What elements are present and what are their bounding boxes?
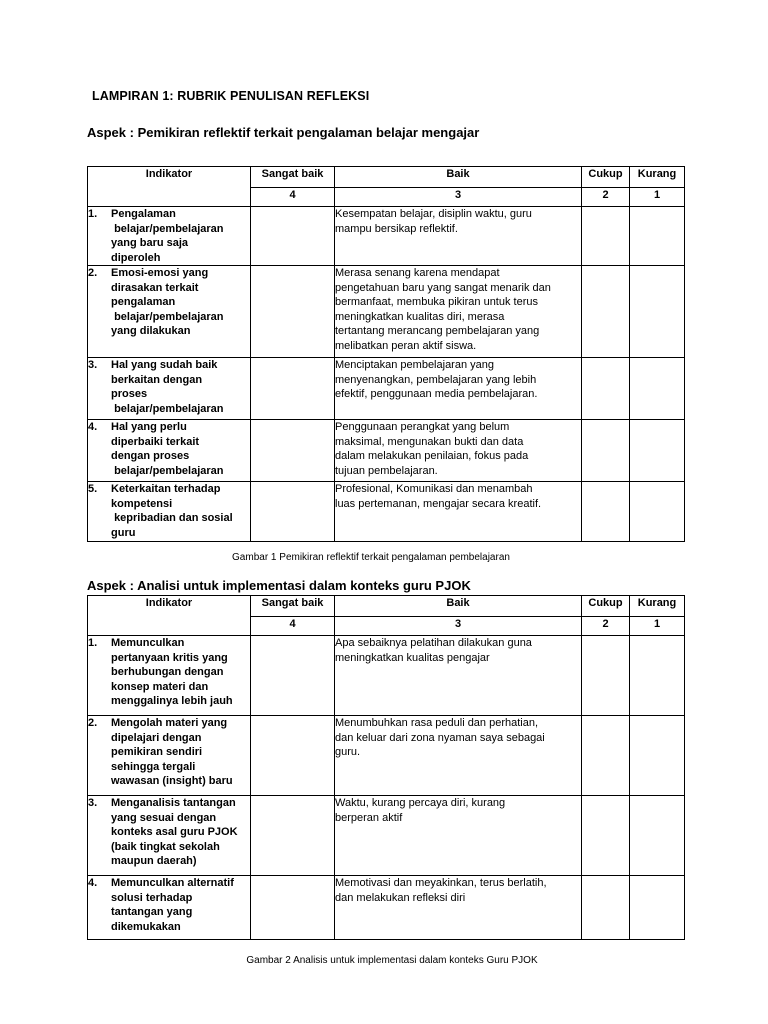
cukup-cell (582, 207, 630, 266)
sangat-baik-cell (251, 636, 335, 716)
indikator-text: Menganalisis tantangan yang sesuai dengan konteks asal guru PJOK (baik tingkat sekolah maupun daerah) (111, 797, 238, 867)
score-sangat-baik: 4 (251, 188, 335, 207)
cukup-cell (582, 266, 630, 358)
cukup-cell (582, 796, 630, 876)
kurang-cell (630, 716, 685, 796)
sangat-baik-cell (251, 876, 335, 940)
score-kurang: 1 (630, 617, 685, 636)
table-row (88, 482, 685, 542)
indikator-text: Emosi-emosi yang dirasakan terkait pengalaman belajar/pembelajaran yang dilakukan (111, 267, 224, 337)
document-title: LAMPIRAN 1: RUBRIK PENULISAN REFLEKSI (92, 89, 370, 103)
header-sangat-baik: Sangat baik (251, 167, 335, 188)
indikator-number: 2. (88, 717, 98, 729)
sangat-baik-cell (251, 266, 335, 358)
cukup-cell (582, 876, 630, 940)
indikator-number: 1. (88, 637, 98, 649)
figure-caption-1: Gambar 1 Pemikiran reflektif terkait pengalaman pembelajaran (232, 552, 510, 563)
table-row (88, 420, 685, 482)
indikator-number: 1. (88, 208, 98, 220)
header-cukup: Cukup (582, 596, 630, 617)
cukup-cell (582, 636, 630, 716)
indikator-cell (88, 207, 251, 266)
kurang-cell (630, 207, 685, 266)
indikator-number: 2. (88, 267, 98, 279)
baik-cell: Apa sebaiknya pelatihan dilakukan guna meningkatkan kualitas pengajar (335, 636, 582, 716)
section2-title: Aspek : Analisi untuk implementasi dalam konteks guru PJOK (87, 578, 471, 593)
kurang-cell (630, 266, 685, 358)
indikator-cell (88, 420, 251, 482)
kurang-cell (630, 420, 685, 482)
rubric-table-1 (87, 166, 685, 542)
indikator-number: 4. (88, 877, 98, 889)
header-indikator: Indikator (88, 596, 251, 636)
table-row (88, 207, 685, 266)
cukup-cell (582, 358, 630, 420)
header-baik: Baik (335, 596, 582, 617)
indikator-number: 3. (88, 359, 98, 371)
cukup-cell (582, 420, 630, 482)
sangat-baik-cell (251, 482, 335, 542)
indikator-cell (88, 482, 251, 542)
cukup-cell (582, 482, 630, 542)
indikator-cell (88, 716, 251, 796)
indikator-number: 3. (88, 797, 98, 809)
kurang-cell (630, 796, 685, 876)
indikator-cell (88, 266, 251, 358)
indikator-text: Hal yang sudah baik berkaitan dengan proses belajar/pembelajaran (111, 359, 224, 415)
baik-cell: Waktu, kurang percaya diri, kurang berperan aktif (335, 796, 582, 876)
kurang-cell (630, 358, 685, 420)
score-sangat-baik: 4 (251, 617, 335, 636)
indikator-cell (88, 358, 251, 420)
kurang-cell (630, 482, 685, 542)
cukup-cell (582, 716, 630, 796)
header-kurang: Kurang (630, 596, 685, 617)
score-baik: 3 (335, 188, 582, 207)
indikator-cell (88, 636, 251, 716)
rubric-table-2 (87, 595, 685, 940)
indikator-cell (88, 876, 251, 940)
baik-cell: Menciptakan pembelajaran yang menyenangkan, pembelajaran yang lebih efektif, penggunaan media pembelajaran. (335, 358, 582, 420)
score-kurang: 1 (630, 188, 685, 207)
header-baik: Baik (335, 167, 582, 188)
sangat-baik-cell (251, 420, 335, 482)
baik-cell: Merasa senang karena mendapat pengetahuan baru yang sangat menarik dan bermanfaat, membuka pikiran untuk terus meningkatkan kualitas diri, merasa tertantang merancang pembelajaran yang melibatkan peran aktif siswa. (335, 266, 582, 358)
header-indikator: Indikator (88, 167, 251, 207)
score-cukup: 2 (582, 617, 630, 636)
table-row (88, 876, 685, 940)
table-row (88, 636, 685, 716)
baik-cell: Memotivasi dan meyakinkan, terus berlatih, dan melakukan refleksi diri (335, 876, 582, 940)
indikator-text: Pengalaman belajar/pembelajaran yang baru saja diperoleh (111, 208, 224, 264)
sangat-baik-cell (251, 716, 335, 796)
sangat-baik-cell (251, 796, 335, 876)
sangat-baik-cell (251, 207, 335, 266)
indikator-text: Memunculkan pertanyaan kritis yang berhubungan dengan konsep materi dan menggalinya lebih jauh (111, 637, 233, 707)
kurang-cell (630, 876, 685, 940)
table-row (88, 266, 685, 358)
baik-cell: Kesempatan belajar, disiplin waktu, guru mampu bersikap reflektif. (335, 207, 582, 266)
indikator-number: 4. (88, 421, 98, 433)
score-baik: 3 (335, 617, 582, 636)
score-cukup: 2 (582, 188, 630, 207)
header-sangat-baik: Sangat baik (251, 596, 335, 617)
kurang-cell (630, 636, 685, 716)
indikator-cell (88, 796, 251, 876)
table-row (88, 358, 685, 420)
baik-cell: Menumbuhkan rasa peduli dan perhatian, dan keluar dari zona nyaman saya sebagai guru. (335, 716, 582, 796)
indikator-text: Hal yang perlu diperbaiki terkait dengan proses belajar/pembelajaran (111, 421, 224, 477)
figure-caption-2: Gambar 2 Analisis untuk implementasi dalam konteks Guru PJOK (246, 955, 538, 966)
indikator-text: Memunculkan alternatif solusi terhadap tantangan yang dikemukakan (111, 877, 234, 933)
baik-cell: Profesional, Komunikasi dan menambah luas pertemanan, mengajar secara kreatif. (335, 482, 582, 542)
indikator-text: Mengolah materi yang dipelajari dengan pemikiran sendiri sehingga tergali wawasan (insight) baru (111, 717, 233, 787)
header-cukup: Cukup (582, 167, 630, 188)
section1-title: Aspek : Pemikiran reflektif terkait pengalaman belajar mengajar (87, 125, 480, 140)
table-row (88, 796, 685, 876)
indikator-text: Keterkaitan terhadap kompetensi kepribadian dan sosial guru (111, 483, 233, 539)
baik-cell: Penggunaan perangkat yang belum maksimal, mengunakan bukti dan data dalam melakukan penilaian, fokus pada tujuan pembelajaran. (335, 420, 582, 482)
table-row (88, 716, 685, 796)
header-kurang: Kurang (630, 167, 685, 188)
sangat-baik-cell (251, 358, 335, 420)
indikator-number: 5. (88, 483, 98, 495)
